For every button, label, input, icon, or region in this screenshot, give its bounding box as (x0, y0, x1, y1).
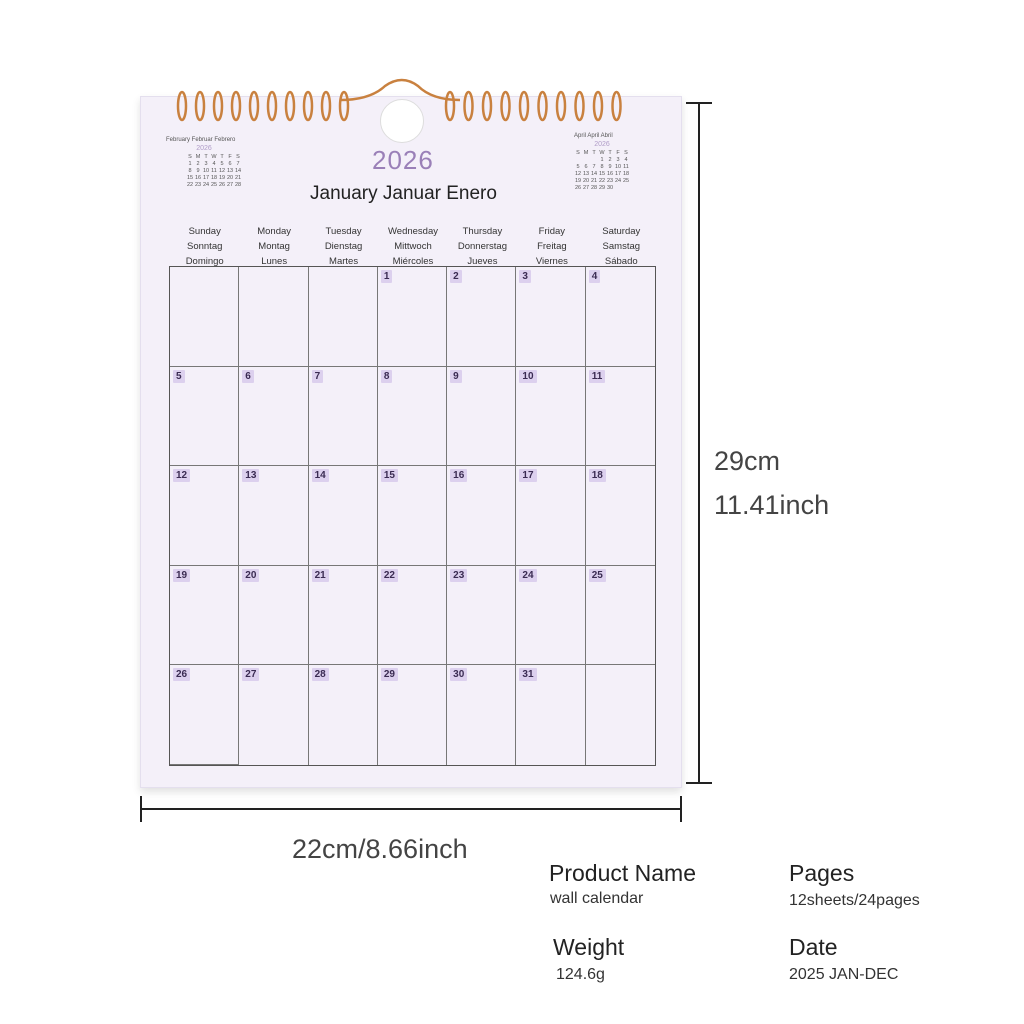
height-dimension-cap-top (686, 102, 712, 104)
width-dimension-line (140, 808, 682, 810)
day-cell (447, 367, 516, 467)
month-title: January Januar Enero (310, 183, 497, 204)
day-cell (586, 367, 655, 467)
day-number: 31 (519, 668, 536, 681)
mini-calendar-day: S (576, 150, 580, 156)
mini-calendar-grid (186, 154, 242, 188)
mini-calendar-day (590, 157, 598, 163)
day-cell (170, 665, 239, 765)
day-number: 17 (519, 469, 536, 482)
spiral-coil (502, 92, 510, 120)
mini-calendar-day: 20 (226, 175, 234, 181)
mini-calendar-day: 23 (606, 178, 614, 184)
mini-calendar-day: 14 (234, 168, 242, 174)
spiral-coil (594, 92, 602, 120)
mini-calendar-day: S (236, 154, 240, 160)
weekday-header (448, 224, 517, 269)
weekday-header (309, 224, 378, 269)
day-number: 19 (173, 569, 190, 582)
day-cell (447, 267, 516, 367)
weekday-name-de: Mittwoch (394, 241, 432, 252)
mini-calendar-day: 25 (622, 178, 630, 184)
date-value: 2025 JAN-DEC (789, 966, 899, 983)
spiral-coil (557, 92, 565, 120)
mini-calendar-day: 30 (606, 185, 614, 191)
product-name-title: Product Name (549, 860, 697, 886)
mini-calendar-day: 20 (582, 178, 590, 184)
day-number: 22 (381, 569, 398, 582)
weekday-header-row (170, 224, 656, 269)
mini-calendar-day: 2 (608, 157, 612, 163)
day-cell (239, 267, 308, 367)
weekday-header (170, 224, 239, 269)
day-number: 7 (312, 370, 324, 383)
weekday-name-de: Freitag (537, 241, 567, 252)
mini-calendar-day: F (228, 154, 232, 160)
mini-calendar-day: 22 (598, 178, 606, 184)
day-cell (309, 367, 378, 467)
pages-title: Pages (789, 860, 855, 886)
mini-calendar-day: 21 (234, 175, 242, 181)
weekday-name-es: Lunes (261, 256, 288, 267)
day-number: 6 (242, 370, 254, 383)
weekday-name-es: Miércoles (392, 256, 434, 267)
spiral-coil (268, 92, 276, 120)
day-cell (239, 466, 308, 566)
day-number: 2 (450, 270, 462, 283)
day-number: 26 (173, 668, 190, 681)
spiral-coil (520, 92, 528, 120)
mini-calendar-day: 9 (196, 168, 200, 174)
day-cell (447, 665, 516, 765)
day-number: 4 (589, 270, 601, 283)
spiral-coil (304, 92, 312, 120)
day-number: 8 (381, 370, 393, 383)
weekday-header (239, 224, 308, 269)
day-number: 27 (242, 668, 259, 681)
day-cell (586, 466, 655, 566)
mini-calendar-day: 16 (194, 175, 202, 181)
spiral-coil (286, 92, 294, 120)
weekday-name-en: Saturday (602, 226, 641, 237)
product-name-value: wall calendar (550, 890, 644, 907)
date-title: Date (789, 934, 838, 960)
mini-calendar-day: 10 (614, 164, 622, 170)
weekday-name-es: Sábado (604, 256, 638, 267)
weekday-name-de: Montag (258, 241, 290, 252)
mini-calendar-day: 1 (188, 161, 192, 167)
mini-calendar-grid (574, 150, 630, 191)
spiral-coil (178, 92, 186, 120)
mini-calendar-day: 12 (574, 171, 582, 177)
mini-calendar-day: 17 (202, 175, 210, 181)
weight-value: 124.6g (556, 966, 605, 983)
mini-calendar-day: M (195, 154, 201, 160)
mini-calendar-day: 19 (218, 175, 226, 181)
day-number: 29 (381, 668, 398, 681)
mini-calendar-day: 23 (194, 182, 202, 188)
mini-calendar-day: W (211, 154, 217, 160)
day-cell (309, 665, 378, 765)
height-cm-label: 29cm (714, 446, 781, 476)
day-number: 24 (519, 569, 536, 582)
day-number: 28 (312, 668, 329, 681)
spiral-coil (613, 92, 621, 120)
day-cell (378, 267, 447, 367)
spiral-coil (576, 92, 584, 120)
mini-calendar-title: February Februar Febrero (166, 137, 236, 143)
day-number: 18 (589, 469, 606, 482)
day-cell (239, 665, 308, 765)
mini-calendar-day: S (188, 154, 192, 160)
height-inch-label: 11.41inch (714, 490, 830, 520)
width-label: 22cm/8.66inch (292, 834, 468, 864)
mini-calendar-day: 29 (598, 185, 606, 191)
mini-calendar-title: April April Abril (574, 133, 613, 139)
mini-calendar-day: 6 (584, 164, 588, 170)
day-number: 5 (173, 370, 185, 383)
mini-calendar-day: 25 (210, 182, 218, 188)
day-cell (239, 367, 308, 467)
day-cell (239, 566, 308, 666)
height-dimension-cap-bottom (686, 782, 712, 784)
day-cell (309, 267, 378, 367)
day-cell (447, 466, 516, 566)
mini-calendar-year: 2026 (594, 141, 610, 148)
height-dimension-line (698, 102, 700, 784)
day-cell (586, 665, 655, 765)
day-number: 30 (450, 668, 467, 681)
mini-calendar-day: 7 (592, 164, 596, 170)
weekday-name-de: Dienstag (324, 241, 363, 252)
day-number: 15 (381, 469, 398, 482)
mini-calendar-day: T (608, 150, 612, 156)
width-dimension-cap-left (140, 796, 142, 822)
mini-calendar-day: S (624, 150, 628, 156)
mini-calendar-day: 17 (614, 171, 622, 177)
day-number: 25 (589, 569, 606, 582)
weekday-name-es: Jueves (467, 256, 498, 267)
weekday-name-es: Martes (329, 256, 359, 267)
mini-calendar-day: 27 (582, 185, 590, 191)
mini-calendar-day: 24 (614, 178, 622, 184)
mini-calendar-day: 4 (212, 161, 216, 167)
day-cell (378, 466, 447, 566)
width-dimension-cap-right (680, 796, 682, 822)
day-cell (516, 566, 585, 666)
spiral-coil (446, 92, 454, 120)
day-number: 20 (242, 569, 259, 582)
spiral-coil (340, 92, 348, 120)
mini-calendar-day: 19 (574, 178, 582, 184)
spiral-coil (214, 92, 222, 120)
weekday-name-en: Friday (538, 226, 566, 237)
mini-calendar-day: 28 (234, 182, 242, 188)
weekday-name-en: Tuesday (325, 226, 362, 237)
spiral-coil (539, 92, 547, 120)
day-cell (170, 367, 239, 467)
mini-calendar-day: W (599, 150, 605, 156)
mini-calendar-day: 2 (196, 161, 200, 167)
day-number: 11 (589, 370, 606, 383)
mini-calendar-day: 26 (574, 185, 582, 191)
day-cell (516, 367, 585, 467)
mini-calendar-day: 18 (210, 175, 218, 181)
day-number: 14 (312, 469, 329, 482)
day-number: 3 (519, 270, 531, 283)
day-number: 9 (450, 370, 462, 383)
weekday-header (517, 224, 586, 269)
day-cell (170, 466, 239, 566)
day-number: 12 (173, 469, 190, 482)
mini-calendar-day: 3 (204, 161, 208, 167)
mini-calendar-day: 10 (202, 168, 210, 174)
spiral-coil (250, 92, 258, 120)
mini-calendar-day: 8 (600, 164, 604, 170)
day-number: 16 (450, 469, 467, 482)
mini-calendar-day: 3 (616, 157, 620, 163)
day-cell (378, 566, 447, 666)
day-number: 23 (450, 569, 467, 582)
day-cell (378, 665, 447, 765)
day-cell (447, 566, 516, 666)
mini-calendar-day: T (204, 154, 208, 160)
mini-calendar-day: 5 (220, 161, 224, 167)
weekday-name-es: Domingo (185, 256, 224, 267)
weight-title: Weight (553, 934, 625, 960)
mini-calendar-day: 13 (226, 168, 234, 174)
pages-value: 12sheets/24pages (789, 892, 920, 909)
mini-calendar-day: M (583, 150, 589, 156)
day-number: 21 (312, 569, 329, 582)
mini-calendar-day: 1 (600, 157, 604, 163)
mini-calendar-day (614, 185, 622, 191)
mini-calendar-day: 28 (590, 185, 598, 191)
hanger-hole (380, 99, 424, 143)
mini-calendar-day: 16 (606, 171, 614, 177)
day-number: 10 (519, 370, 536, 383)
weekday-name-es: Viernes (535, 256, 568, 267)
spiral-coil (465, 92, 473, 120)
mini-calendar-day: 11 (623, 164, 629, 170)
day-cell (516, 466, 585, 566)
mini-calendar-day: 11 (211, 168, 217, 174)
mini-calendar-day (582, 157, 590, 163)
mini-calendar-day: 7 (236, 161, 240, 167)
weekday-name-de: Samstag (602, 241, 641, 252)
mini-calendar-february (166, 137, 242, 188)
mini-calendar-day: 6 (228, 161, 232, 167)
mini-calendar-april (574, 133, 630, 191)
day-cell (586, 566, 655, 666)
mini-calendar-day: T (592, 150, 596, 156)
mini-calendar-day: 4 (624, 157, 628, 163)
mini-calendar-day (622, 185, 630, 191)
mini-calendar-day: F (616, 150, 620, 156)
day-cell (309, 466, 378, 566)
mini-calendar-day: 12 (218, 168, 226, 174)
mini-calendar-day: 13 (582, 171, 590, 177)
mini-calendar-day: 5 (576, 164, 580, 170)
mini-calendar-day: T (220, 154, 224, 160)
mini-calendar-day: 9 (608, 164, 612, 170)
mini-calendar-day: 27 (226, 182, 234, 188)
day-number: 13 (242, 469, 259, 482)
day-number: 1 (381, 270, 393, 283)
day-cell (378, 367, 447, 467)
mini-calendar-day: 18 (622, 171, 630, 177)
mini-calendar-day: 21 (590, 178, 598, 184)
weekday-name-de: Donnerstag (457, 241, 507, 252)
weekday-name-en: Thursday (462, 226, 503, 237)
weekday-name-en: Wednesday (387, 226, 438, 237)
weekday-name-en: Monday (257, 226, 292, 237)
weekday-header (587, 224, 656, 269)
spiral-coil (483, 92, 491, 120)
mini-calendar-day: 24 (202, 182, 210, 188)
weekday-name-de: Sonntag (187, 241, 223, 252)
weekday-name-en: Sunday (188, 226, 221, 237)
mini-calendar-day: 22 (186, 182, 194, 188)
mini-calendar-year: 2026 (196, 145, 212, 152)
spiral-coil (322, 92, 330, 120)
day-cell (170, 566, 239, 666)
day-cell (170, 267, 239, 367)
mini-calendar-day (574, 157, 582, 163)
day-cell (516, 267, 585, 367)
mini-calendar-day: 26 (218, 182, 226, 188)
mini-calendar-day: 14 (590, 171, 598, 177)
day-cell (516, 665, 585, 765)
day-cell (309, 566, 378, 666)
calendar-year: 2026 (372, 145, 434, 175)
weekday-header (378, 224, 447, 269)
day-cell (586, 267, 655, 367)
spiral-coil (232, 92, 240, 120)
month-grid (169, 266, 656, 766)
spiral-coil (196, 92, 204, 120)
mini-calendar-day: 15 (598, 171, 606, 177)
mini-calendar-day: 8 (188, 168, 192, 174)
mini-calendar-day: 15 (186, 175, 194, 181)
